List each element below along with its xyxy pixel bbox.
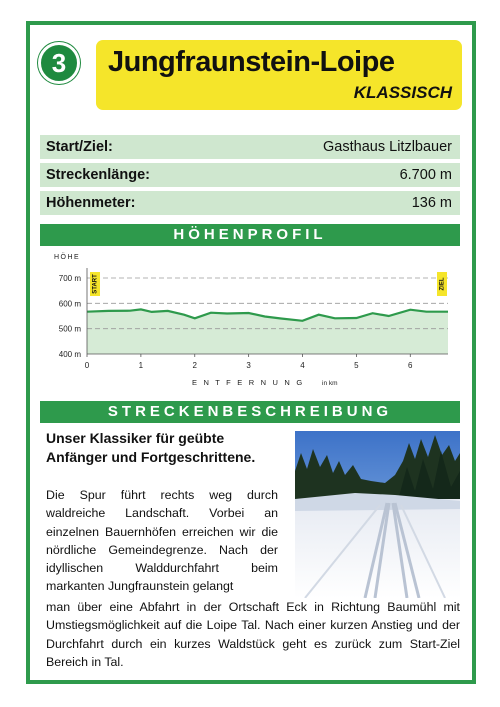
info-row-start bbox=[40, 135, 460, 159]
trail-photo bbox=[295, 431, 460, 598]
info-label: Streckenlänge: bbox=[46, 167, 150, 183]
title-box bbox=[96, 40, 462, 110]
info-label: Höhenmeter: bbox=[46, 195, 136, 211]
x-tick-label: 4 bbox=[300, 361, 305, 370]
x-axis-label: E N T F E R N U N G bbox=[192, 378, 305, 387]
snow-trail-image bbox=[295, 431, 460, 598]
y-tick-label: 600 m bbox=[58, 299, 81, 309]
description-heading: STRECKENBESCHREIBUNG bbox=[40, 401, 460, 423]
y-tick-label: 700 m bbox=[58, 274, 81, 283]
elevation-chart-svg bbox=[40, 248, 460, 396]
route-style: KLASSISCH bbox=[353, 83, 452, 102]
info-row-length bbox=[40, 163, 460, 187]
y-tick-label: 500 m bbox=[58, 324, 81, 334]
x-tick-label: 1 bbox=[138, 361, 144, 370]
info-value: 136 m bbox=[411, 195, 452, 211]
x-tick-label: 2 bbox=[192, 361, 197, 370]
x-tick-label: 6 bbox=[408, 361, 413, 370]
profile-heading: HÖHENPROFIL bbox=[40, 224, 460, 246]
x-tick-label: 3 bbox=[246, 361, 251, 370]
end-label: ZIEL bbox=[439, 277, 446, 291]
description-subtitle: Unser Klassiker für geübte Anfänger und Fortgeschrittene. bbox=[46, 430, 256, 465]
info-value: 6.700 m bbox=[399, 167, 452, 183]
y-axis-label: HÖHE bbox=[54, 254, 81, 261]
info-row-elevation bbox=[40, 191, 460, 215]
x-tick-label: 0 bbox=[84, 361, 90, 370]
x-axis-unit: in km bbox=[322, 380, 338, 387]
start-label: START bbox=[92, 274, 99, 294]
info-value: Gasthaus Litzlbauer bbox=[323, 139, 452, 155]
route-number-badge: 3 bbox=[38, 42, 80, 84]
route-title: Jungfraunstein-Loipe bbox=[108, 46, 395, 78]
description-text-full: man über eine Abfahrt in der Ortschaft Eck in Richtung Baumühl mit Umstiegsmöglichkeit auf die Loipe Tal. Nach einer kurzen Anstieg und der Durchfahrt durch ein kurzes Waldstück geht es zurück zum Start-Ziel Bereich in Tal. bbox=[46, 600, 460, 669]
x-tick-label: 5 bbox=[354, 361, 359, 370]
y-tick-label: 400 m bbox=[58, 350, 81, 359]
info-label: Start/Ziel: bbox=[46, 139, 113, 155]
description-text-left: Die Spur führt rechts weg durch waldreiche Landschaft. Vorbei an einzelnen Bauernhöfen erreichen wir die nördliche Gemeindegrenze. Nach der idyllischen Walddurchfahrt beim markanten Jungfraunstein gelangt bbox=[46, 488, 278, 594]
elevation-chart bbox=[40, 248, 460, 396]
